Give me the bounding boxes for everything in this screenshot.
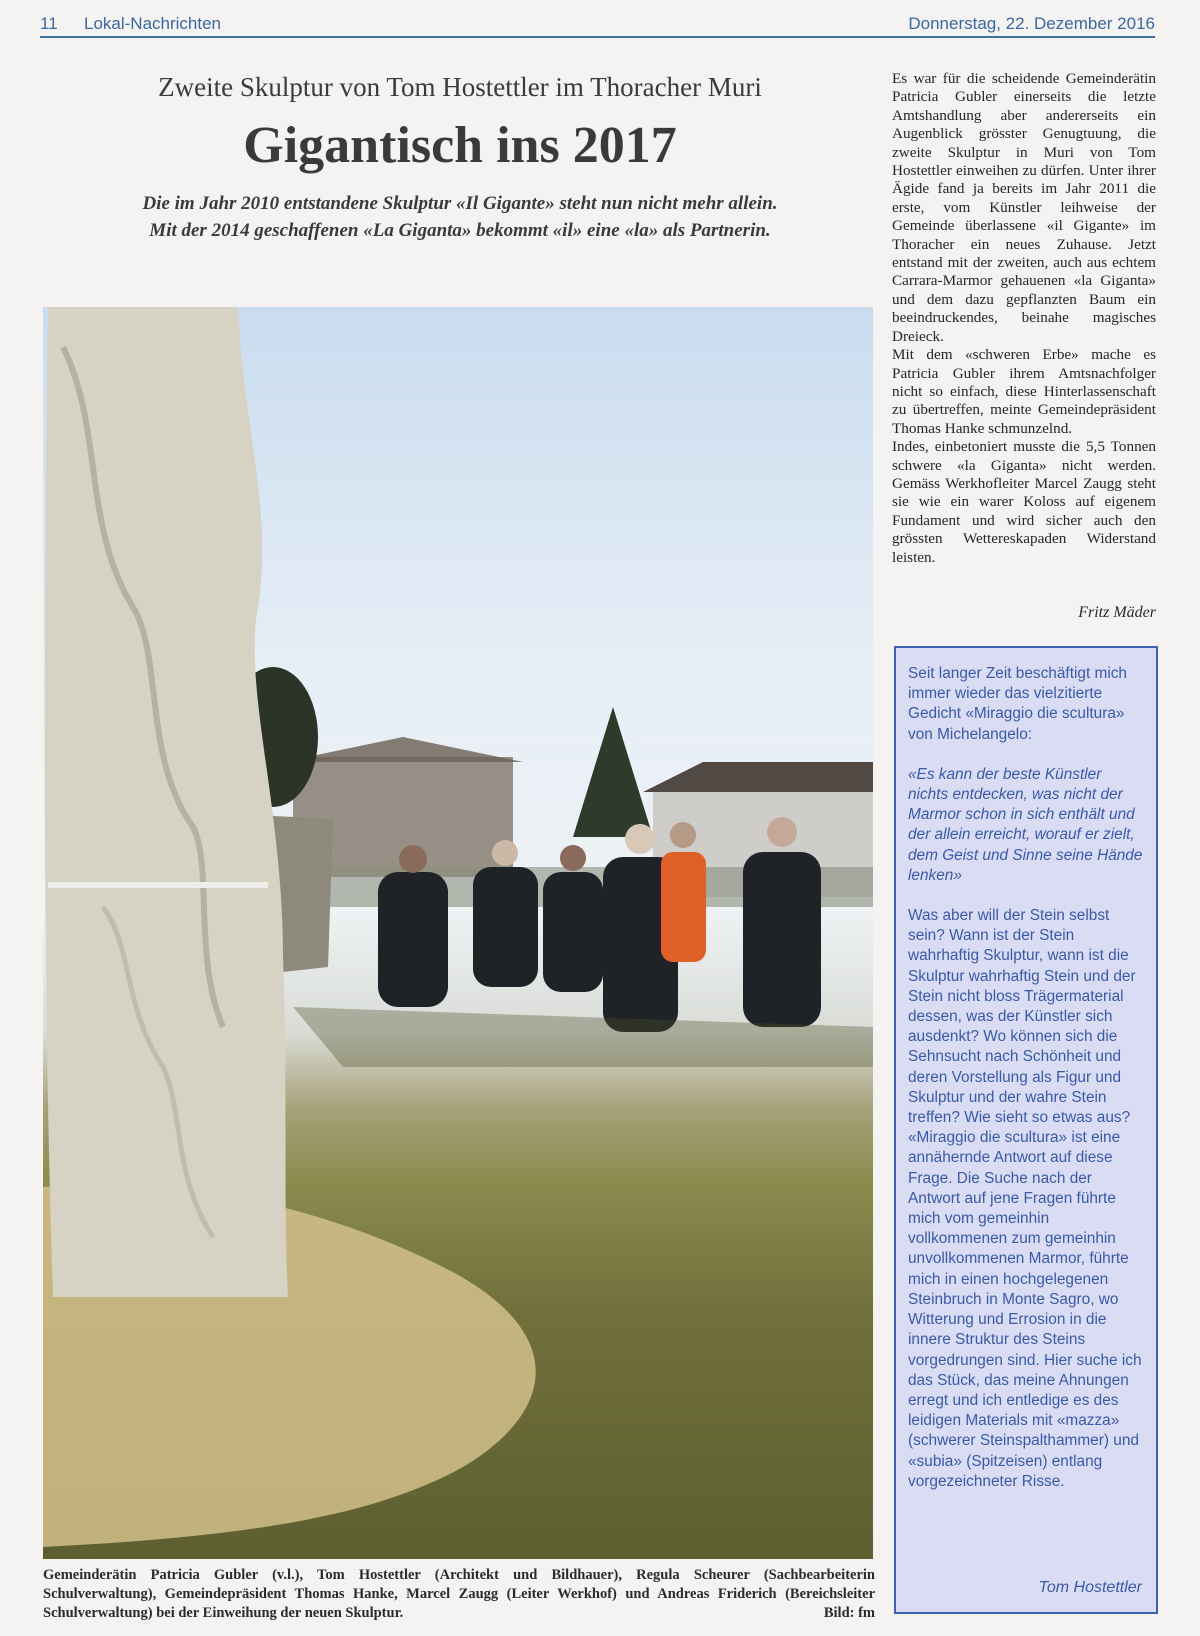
page-number: 11 [40, 14, 58, 33]
article-body [892, 70, 1156, 567]
box-quote: «Es kann der beste Künstler nichts entdecken, was nicht der Marmor schon in sich enthält und der allein erreicht, worauf er zielt, dem Geist und Sinne seine Hände lenken» [908, 765, 1143, 884]
body-paragraph: Es war für die scheidende Gemeinderätin Patricia Gubler einerseits die letzte Amtshandlung aber andererseits ein Augenblick grösster Genugtuung, die zweite Skulptur in Muri von Tom Hostettler einweihen zu dürfen. Unter ihrer Ägide fand ja bereits im Jahr 2011 die erste, vom Künstler leihweise der Gemeinde überlassene «il Gigante» im Thoracher ein neues Zuhause. Jetzt entstand mit der zweiten, auch aus echtem Carrara-Marmor gehauenen «la Giganta» und dem dazu gepflanzten Baum ein beeindruckendes, beinahe magisches Dreieck. [892, 70, 1156, 345]
body-paragraph: Mit dem «schweren Erbe» mache es Patricia Gubler ihrem Amtsnachfolger nicht so einfach, diese Hinterlassenschaft zu übertreffen, meinte Gemeindepräsident Thomas Hanke schmunzelnd. [892, 346, 1156, 437]
photo-credit: Bild: fm [823, 1605, 875, 1621]
body-paragraph: Indes, einbetoniert musste die 5,5 Tonnen schwere «la Giganta» nicht werden. Gemäss Werkhofleiter Marcel Zaugg steht sie wie ein warer Koloss auf eigenem Fundament und wird sicher auch den grössten Wettereskapaden Widerstand leisten. [892, 438, 1156, 566]
box-signature: Tom Hostettler [1038, 1578, 1142, 1596]
issue-date: Donnerstag, 22. Dezember 2016 [908, 14, 1155, 33]
article-kicker: Zweite Skulptur von Tom Hostettler im Thoracher Muri [158, 72, 762, 102]
box-intro: Seit langer Zeit beschäftigt mich immer wieder das vielzitierte Gedicht «Miraggio die scultura» von Michelangelo: [908, 665, 1127, 743]
lead-line-2: Mit der 2014 geschaffenen «La Giganta» bekommt «il» eine «la» als Partnerin. [149, 220, 771, 241]
page-header [40, 14, 1155, 38]
caption-text: Gemeinderätin Patricia Gubler (v.l.), Tom Hostettler (Architekt und Bildhauer), Regula Scheurer (Sachbearbeiterin Schulverwaltung), Gemeindepräsident Thomas Hanke, Marcel Zaugg (Leiter Werkhof) und Andreas Friderich (Bereichsleiter Schulverwaltung) bei der Einweihung der neuen Skulptur. [43, 1567, 875, 1621]
article-photo [43, 307, 873, 1559]
box-body: Was aber will der Stein selbst sein? Wann ist der Stein wahrhaftig Skulptur, wann ist die Skulptur wahrhaftig Stein und der Stein nicht bloss Trägermaterial dessen, was der Künstler sich ausdenkt? Wo können sich die Sehnsucht nach Schönheit und deren Vorstellung als Figur und Skulptur und der wahre Stein treffen? Wie sieht so etwas aus? «Miraggio die scultura» ist eine annähernde Antwort auf diese Frage. Die Suche nach der Antwort auf jene Fragen führte mich vom gemeinhin vollkommenen zum gemeinhin unvollkommenen Marmor, führte mich in einen hochgelegenen Steinbruch in Monte Sagro, wo Witterung und Errosion in die innere Struktur des Steins vorgedrungen sind. Hier suche ich das Stück, das meine Ahnungen erregt und ich entledige es des leidigen Materials mit «mazza» (schwerer Steinspalthammer) und «subia» (Spitzeisen) entlang vorgezeichneter Risse. [908, 907, 1142, 1490]
article-author: Fritz Mäder [1078, 604, 1156, 621]
artist-statement-box [894, 646, 1158, 1614]
lead-line-1: Die im Jahr 2010 entstandene Skulptur «Il Gigante» steht nun nicht mehr allein. [142, 193, 778, 214]
article-title: Gigantisch ins 2017 [243, 117, 677, 174]
photo-illustration [43, 307, 873, 1559]
article-lead [40, 190, 880, 244]
section-name: Lokal-Nachrichten [84, 14, 222, 33]
photo-caption [43, 1566, 875, 1623]
